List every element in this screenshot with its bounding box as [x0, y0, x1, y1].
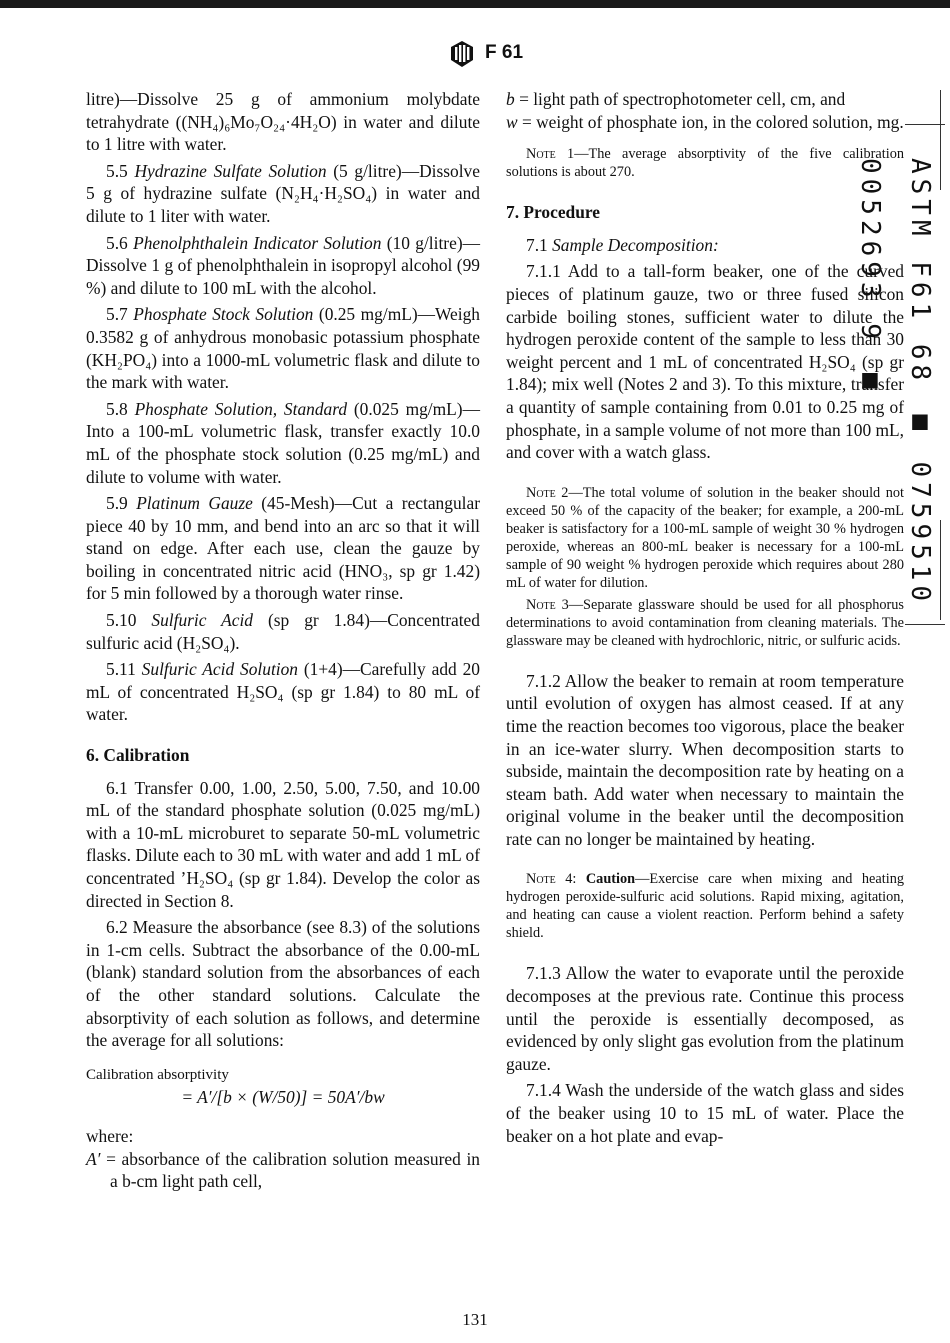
margin-catalog-code: ASTM F61 68 ■ 0759510 0052693 9 ■ [855, 158, 935, 607]
paragraph-7-1-4: 7.1.4 Wash the underside of the watch glass and sides of the beaker using 10 to 15 mL of water. Place the beaker on a hot plate and evap- [506, 1080, 904, 1146]
astm-logo-icon [450, 40, 474, 68]
note-2: Note 2—The total volume of solution in the beaker should not exceed 50 % of the capacity of the beaker; for example, a 200-mL beaker is satisfactory for a 100-mL sample of weight 30 % hydrogen peroxide, whereas an 800-mL beaker is necessary for a 100-mL sample of 90 weight % hydrogen peroxide which requires about 280 mL of water for dilution. [506, 484, 904, 591]
top-border [0, 0, 950, 8]
definition-a-prime: A′ = absorbance of the calibration solution measured in a b-cm light path cell, [86, 1148, 480, 1192]
paragraph-5-9: 5.9 Platinum Gauze (45-Mesh)—Cut a rectangular piece 40 by 10 mm, and bend into an arc so that it will stand on edge. After each use, clean the gauze by boiling in concentrated nitric acid (HNO₃, sp gr 1.42) for 5 min followed by a thorough water rinse. [86, 493, 480, 604]
page-header [0, 40, 950, 70]
equation-label: Calibration absorptivity [86, 1066, 229, 1083]
paragraph-5-5: 5.5 Hydrazine Sulfate Solution (5 g/litre)—Dissolve 5 g of hydrazine sulfate (N₂H₄·H₂SO₄) in water and dilute to 1 liter with water. [86, 160, 480, 226]
margin-rule-top [905, 124, 945, 125]
paragraph-5-6: 5.6 Phenolphthalein Indicator Solution (10 g/litre)—Dissolve 1 g of phenolphthalein in isopropyl alcohol (99 %) and dilute to 100 mL with the alcohol. [86, 232, 480, 298]
paragraph-5-4-end: litre)—Dissolve 25 g of ammonium molybdate tetrahydrate ((NH₄)₆Mo₇O₂₄·4H₂O) in water and dilute to 1 litre with water. [86, 89, 480, 155]
paragraph-7-1: 7.1 Sample Decomposition: [526, 234, 719, 255]
equation: = A′/[b × (W/50)] = 50A′/bw [181, 1087, 385, 1108]
where-label: where: [86, 1125, 134, 1146]
margin-rule-bottom [905, 624, 945, 625]
paragraph-7-1-1: 7.1.1 Add to a tall-form beaker, one of the curved pieces of platinum gauze, two or three fused silicon carbide boiling stones, sufficient water to dilute the hydrogen peroxide content of the sample to less than 30 weight percent and 1 mL of concentrated H₂SO₄ (sp gr 1.84); mix well (Notes 2 and 3). To this mixture, transfer a quantity of sample containing from 0.01 to 0.25 mg of phosphate, in a sample volume of not more than 100 mL, and cover with a watch glass. [506, 261, 904, 463]
section-heading-procedure: 7. Procedure [506, 202, 601, 223]
paragraph-6-2: 6.2 Measure the absorbance (see 8.3) of the solutions in 1-cm cells. Subtract the absorbance of the 0.00-mL (blank) standard solution from the absorbances of each of the other standard solutions. Calculate the absorptivity of each solution as follows, and determine the average for all solutions: [86, 917, 480, 1051]
definition-w: w = weight of phosphate ion, in the colored solution, mg. [506, 111, 904, 132]
note-4: Note 4: Caution—Exercise care when mixing and heating hydrogen peroxide-sulfuric acid solutions. Rapid mixing, agitation, and heating can cause a violent reaction. Perform behind a safety shield. [506, 871, 904, 942]
standard-designation: F 61 [485, 42, 524, 63]
paragraph-5-8: 5.8 Phosphate Solution, Standard (0.025 mg/mL)—Into a 100-mL volumetric flask, transfer exactly 10.0 mL of the phosphate stock solution (0.25 mg/mL) and dilute to volume with water. [86, 398, 480, 487]
paragraph-6-1: 6.1 Transfer 0.00, 1.00, 2.50, 5.00, 7.50, and 10.00 mL of the standard phosphate solution (0.025 mg/mL) with a 10-mL microburet to separate 50-mL volumetric flasks. Dilute each to 30 mL with water and add 1 mL of concentrated ’H₂SO₄ (sp gr 1.84). Develop the color as directed in Section 8. [86, 777, 480, 911]
paragraph-5-7: 5.7 Phosphate Stock Solution (0.25 mg/mL)—Weigh 0.3582 g of anhydrous monobasic potassium phosphate (KH₂PO₄) into a 1000-mL volumetric flask and dilute to the mark with water. [86, 304, 480, 393]
note-3: Note 3—Separate glassware should be used for all phosphorus determinations to avoid contamination from cleaning materials. The glassware may be cleaned with hydrochloric, nitric, or sulfuric acids. [506, 596, 904, 649]
page-number: 131 [462, 1310, 488, 1329]
paragraph-7-1-2: 7.1.2 Allow the beaker to remain at room temperature until evolution of oxygen has almost ceased. If at any time the reaction becomes too vigorous, place the beaker in an ice-water slurry. When decomposition starts to subside, maintain the decomposition rate by heating on a steam bath. Add water when necessary to maintain the original volume in the beaker until the decomposition rate can no longer be maintained by heating. [506, 670, 904, 849]
left-column [86, 88, 480, 1193]
paragraph-5-11: 5.11 Sulfuric Acid Solution (1+4)—Carefully add 20 mL of concentrated H₂SO₄ (sp gr 1.84) to 80 mL of water. [86, 659, 480, 725]
paragraph-5-10: 5.10 Sulfuric Acid (sp gr 1.84)—Concentrated sulfuric acid (H₂SO₄). [86, 610, 480, 653]
definition-b: b = light path of spectrophotometer cell, cm, and [506, 89, 846, 109]
paragraph-7-1-3: 7.1.3 Allow the water to evaporate until the peroxide decomposes at the previous rate. Continue this process until the peroxide is essentially decomposed, as evidenced by only slight gas evolution from the platinum gauze. [506, 963, 904, 1074]
note-1: Note 1—The average absorptivity of the five calibration solutions is about 270. [506, 146, 904, 181]
section-heading-calibration: 6. Calibration [86, 745, 190, 766]
